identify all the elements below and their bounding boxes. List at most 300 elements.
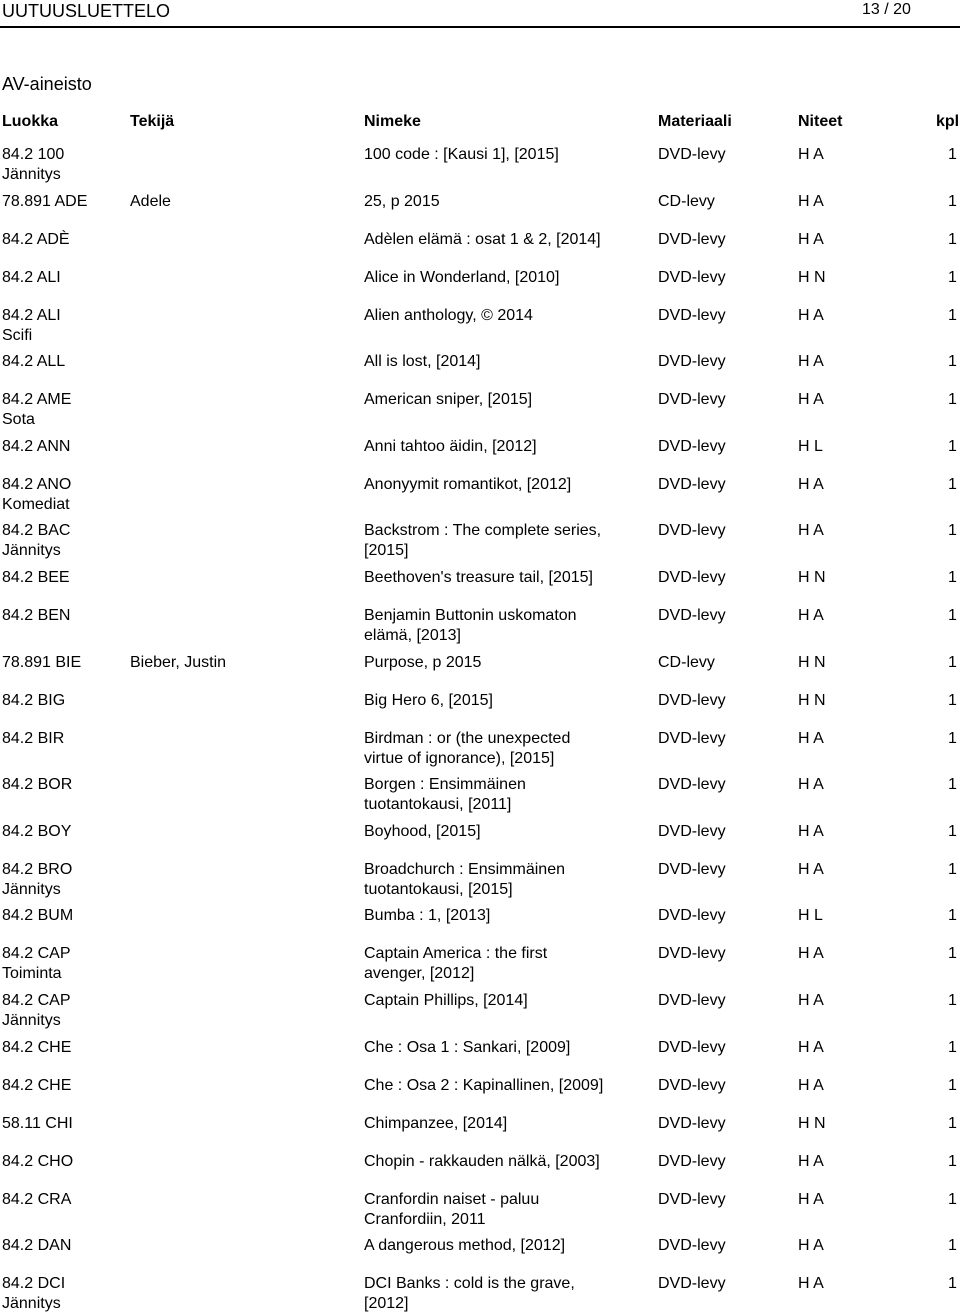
row-title-text: Captain America : the first (364, 945, 548, 962)
row-material (658, 606, 793, 626)
row-kpl (948, 268, 960, 288)
row-kpl (948, 521, 960, 541)
row-class-text: 84.2 BOY (2, 823, 72, 840)
row-title-text: Cranfordin naiset - paluu (364, 1191, 540, 1208)
table-row (0, 568, 960, 608)
row-copies-text: H A (798, 231, 824, 248)
row-title-text: Che : Osa 1 : Sankari, [2009] (364, 1039, 571, 1056)
row-title-text: All is lost, [2014] (364, 353, 481, 370)
row-kpl (948, 1114, 960, 1134)
row-material-text: DVD-levy (658, 269, 726, 286)
row-copies-text: H A (798, 1275, 824, 1292)
row-title-text: elämä, [2013] (364, 627, 461, 644)
table-row (0, 1274, 960, 1314)
row-class (2, 192, 127, 212)
row-copies (798, 1038, 898, 1058)
row-copies (798, 606, 898, 626)
row-class (2, 906, 127, 926)
row-copies (798, 352, 898, 372)
row-material (658, 352, 793, 372)
row-kpl (948, 475, 960, 495)
row-kpl-text: 1 (948, 1153, 957, 1170)
row-title-text: Alien anthology, © 2014 (364, 307, 533, 324)
row-material (658, 1152, 793, 1172)
row-title-text: Purpose, p 2015 (364, 654, 482, 671)
row-copies (798, 1236, 898, 1256)
row-class (2, 1038, 127, 1058)
row-title-text: virtue of ignorance), [2015] (364, 750, 555, 767)
row-material (658, 822, 793, 842)
row-title (364, 775, 654, 815)
row-material-text: DVD-levy (658, 1191, 726, 1208)
row-copies (798, 192, 898, 212)
row-class-text: Toiminta (2, 965, 62, 982)
row-kpl (948, 1236, 960, 1256)
row-copies (798, 521, 898, 541)
row-material-text: DVD-levy (658, 569, 726, 586)
row-material-text: DVD-levy (658, 823, 726, 840)
row-class-text: Jännitys (2, 166, 61, 183)
row-copies-text: H A (798, 353, 824, 370)
row-title-text: [2012] (364, 1295, 409, 1312)
row-kpl (948, 352, 960, 372)
row-kpl-text: 1 (948, 476, 957, 493)
row-kpl (948, 944, 960, 964)
row-copies-text: H A (798, 776, 824, 793)
row-copies-text: H N (798, 269, 826, 286)
row-title-text: [2015] (364, 542, 409, 559)
row-kpl (948, 822, 960, 842)
row-kpl (948, 192, 960, 212)
row-class (2, 145, 127, 185)
row-material (658, 390, 793, 410)
row-title (364, 906, 654, 926)
table-row (0, 192, 960, 232)
row-kpl-text: 1 (948, 307, 957, 324)
row-title-text: Beethoven's treasure tail, [2015] (364, 569, 593, 586)
table-row (0, 390, 960, 430)
row-author-text: Adele (130, 193, 171, 210)
table-row (0, 230, 960, 270)
row-material (658, 691, 793, 711)
header-rule (0, 26, 960, 28)
row-author-text: Bieber, Justin (130, 654, 227, 671)
table-row (0, 475, 960, 515)
row-class-text: Sota (2, 411, 35, 428)
row-class-text: 84.2 CHE (2, 1039, 72, 1056)
row-copies (798, 860, 898, 880)
row-material (658, 268, 793, 288)
row-material (658, 1076, 793, 1096)
row-class-text: Scifi (2, 327, 33, 344)
row-copies (798, 822, 898, 842)
row-class (2, 230, 127, 250)
row-material (658, 944, 793, 964)
row-title-text: Boyhood, [2015] (364, 823, 481, 840)
row-class (2, 568, 127, 588)
row-material-text: DVD-levy (658, 146, 726, 163)
row-copies (798, 475, 898, 495)
row-kpl-text: 1 (948, 907, 957, 924)
row-copies-text: H A (798, 522, 824, 539)
row-material (658, 1274, 793, 1294)
row-title-text: Anni tahtoo äidin, [2012] (364, 438, 537, 455)
row-copies (798, 390, 898, 410)
table-row (0, 653, 960, 693)
row-title-text: Birdman : or (the unexpected (364, 730, 571, 747)
row-kpl-text: 1 (948, 569, 957, 586)
row-title-text: Adèlen elämä : osat 1 & 2, [2014] (364, 231, 601, 248)
row-material (658, 437, 793, 457)
row-copies (798, 437, 898, 457)
row-kpl-text: 1 (948, 522, 957, 539)
row-class-text: Jännitys (2, 1295, 61, 1312)
row-material (658, 1236, 793, 1256)
row-kpl (948, 1038, 960, 1058)
row-copies-text: H A (798, 391, 824, 408)
row-copies-text: H A (798, 861, 824, 878)
row-class-text: 84.2 BEN (2, 607, 71, 624)
row-class (2, 1274, 127, 1314)
row-material (658, 145, 793, 165)
row-copies-text: H N (798, 692, 826, 709)
row-copies-text: H A (798, 730, 824, 747)
row-class (2, 1076, 127, 1096)
row-class-text: 84.2 ADÈ (2, 231, 70, 248)
table-row (0, 1076, 960, 1116)
row-material (658, 991, 793, 1011)
table-row (0, 775, 960, 815)
row-class-text: 84.2 ANN (2, 438, 71, 455)
row-kpl (948, 1274, 960, 1294)
row-title-text: tuotantokausi, [2015] (364, 881, 513, 898)
row-class-text: 84.2 100 (2, 146, 65, 163)
row-kpl-text: 1 (948, 1077, 957, 1094)
row-material-text: DVD-levy (658, 945, 726, 962)
row-class (2, 352, 127, 372)
row-class (2, 991, 127, 1031)
table-row (0, 1236, 960, 1276)
row-kpl-text: 1 (948, 1115, 957, 1132)
row-material-text: DVD-levy (658, 1039, 726, 1056)
row-copies-text: H A (798, 1237, 824, 1254)
row-class (2, 944, 127, 984)
table-row (0, 691, 960, 731)
row-class-text: 84.2 ALI (2, 269, 61, 286)
row-class-text: 84.2 BIR (2, 730, 65, 747)
table-row (0, 437, 960, 477)
row-class (2, 475, 127, 515)
row-kpl-text: 1 (948, 193, 957, 210)
row-title (364, 822, 654, 842)
row-title (364, 606, 654, 646)
row-copies-text: H N (798, 654, 826, 671)
row-class-text: 84.2 ANO (2, 476, 72, 493)
row-copies (798, 1076, 898, 1096)
row-copies-text: H A (798, 823, 824, 840)
row-kpl (948, 906, 960, 926)
table-row (0, 1038, 960, 1078)
row-material (658, 775, 793, 795)
row-title-text: American sniper, [2015] (364, 391, 533, 408)
row-copies (798, 775, 898, 795)
row-author (130, 653, 360, 673)
row-material-text: DVD-levy (658, 476, 726, 493)
row-copies (798, 306, 898, 326)
row-material-text: DVD-levy (658, 776, 726, 793)
row-copies (798, 145, 898, 165)
row-kpl-text: 1 (948, 146, 957, 163)
page-number: 13 / 20 (862, 1, 911, 18)
row-kpl-text: 1 (948, 1275, 957, 1292)
row-title-text: Backstrom : The complete series, (364, 522, 602, 539)
row-kpl (948, 390, 960, 410)
row-copies-text: H A (798, 1039, 824, 1056)
row-material-text: DVD-levy (658, 907, 726, 924)
row-title (364, 390, 654, 410)
row-copies-text: H A (798, 607, 824, 624)
row-copies-text: H A (798, 146, 824, 163)
row-title-text: DCI Banks : cold is the grave, (364, 1275, 575, 1292)
row-title-text: Benjamin Buttonin uskomaton (364, 607, 577, 624)
row-class (2, 390, 127, 430)
row-class (2, 437, 127, 457)
row-material (658, 521, 793, 541)
row-title-text: Bumba : 1, [2013] (364, 907, 491, 924)
table-row (0, 145, 960, 185)
row-copies (798, 1114, 898, 1134)
row-copies-text: H L (798, 438, 823, 455)
row-kpl (948, 729, 960, 749)
row-material (658, 860, 793, 880)
row-kpl-text: 1 (948, 776, 957, 793)
table-row (0, 1114, 960, 1154)
row-kpl-text: 1 (948, 353, 957, 370)
row-material-text: DVD-levy (658, 692, 726, 709)
row-material-text: DVD-levy (658, 607, 726, 624)
row-class-text: 84.2 ALI (2, 307, 61, 324)
row-material (658, 906, 793, 926)
row-title (364, 991, 654, 1011)
row-kpl (948, 1076, 960, 1096)
row-class-text: 84.2 CAP (2, 945, 71, 962)
row-kpl (948, 653, 960, 673)
col-class-header: Luokka (2, 113, 59, 130)
row-copies (798, 568, 898, 588)
row-class-text: 84.2 CAP (2, 992, 71, 1009)
row-class-text: 84.2 BEE (2, 569, 70, 586)
row-kpl (948, 1190, 960, 1210)
row-material-text: DVD-levy (658, 231, 726, 248)
row-material (658, 1190, 793, 1210)
row-class (2, 606, 127, 626)
row-title (364, 1114, 654, 1134)
row-class-text: 84.2 CHO (2, 1153, 74, 1170)
row-copies-text: H A (798, 307, 824, 324)
row-class-text: 78.891 ADE (2, 193, 88, 210)
table-row (0, 1190, 960, 1230)
row-title-text: Broadchurch : Ensimmäinen (364, 861, 565, 878)
row-title-text: avenger, [2012] (364, 965, 475, 982)
row-class-text: 84.2 ALL (2, 353, 66, 370)
table-row (0, 306, 960, 346)
row-material-text: DVD-levy (658, 438, 726, 455)
section-heading: AV-aineisto (2, 74, 92, 94)
row-class-text: 84.2 CHE (2, 1077, 72, 1094)
row-kpl-text: 1 (948, 1039, 957, 1056)
row-material (658, 568, 793, 588)
row-class (2, 860, 127, 900)
row-class (2, 775, 127, 795)
table-row (0, 906, 960, 946)
row-material (658, 306, 793, 326)
table-row (0, 268, 960, 308)
table-row (0, 860, 960, 900)
row-class-text: 58.11 CHI (2, 1115, 73, 1132)
row-material-text: DVD-levy (658, 1077, 726, 1094)
row-copies (798, 906, 898, 926)
row-title (364, 1038, 654, 1058)
row-class (2, 521, 127, 561)
row-copies-text: H A (798, 945, 824, 962)
row-copies (798, 1152, 898, 1172)
row-copies-text: H L (798, 907, 823, 924)
row-title-text: Chimpanzee, [2014] (364, 1115, 508, 1132)
row-kpl-text: 1 (948, 607, 957, 624)
row-material-text: DVD-levy (658, 307, 726, 324)
row-class-text: 84.2 AME (2, 391, 72, 408)
row-class-text: Jännitys (2, 542, 61, 559)
row-kpl (948, 230, 960, 250)
row-copies (798, 1274, 898, 1294)
row-class (2, 1236, 127, 1256)
row-class (2, 1190, 127, 1210)
row-title (364, 1152, 654, 1172)
row-title-text: tuotantokausi, [2011] (364, 796, 512, 813)
row-title-text: Chopin - rakkauden nälkä, [2003] (364, 1153, 600, 1170)
row-title (364, 1274, 654, 1314)
row-material-text: DVD-levy (658, 522, 726, 539)
row-class (2, 306, 127, 346)
row-copies (798, 653, 898, 673)
table-row (0, 521, 960, 561)
row-material (658, 1038, 793, 1058)
row-title (364, 653, 654, 673)
row-kpl-text: 1 (948, 391, 957, 408)
row-title (364, 691, 654, 711)
row-kpl (948, 437, 960, 457)
row-kpl-text: 1 (948, 692, 957, 709)
row-class-text: Jännitys (2, 881, 61, 898)
row-copies (798, 991, 898, 1011)
row-kpl-text: 1 (948, 231, 957, 248)
row-title (364, 1236, 654, 1256)
col-author-header: Tekijä (130, 113, 175, 130)
row-material-text: DVD-levy (658, 861, 726, 878)
row-kpl-text: 1 (948, 1191, 957, 1208)
row-material (658, 475, 793, 495)
row-kpl (948, 306, 960, 326)
row-title-text: Anonyymit romantikot, [2012] (364, 476, 572, 493)
table-row (0, 822, 960, 862)
row-copies (798, 944, 898, 964)
row-class (2, 653, 127, 673)
row-title-text: Big Hero 6, [2015] (364, 692, 493, 709)
row-title (364, 306, 654, 326)
row-class-text: Jännitys (2, 1012, 61, 1029)
row-kpl (948, 860, 960, 880)
row-material-text: DVD-levy (658, 1153, 726, 1170)
row-copies-text: H A (798, 476, 824, 493)
row-copies-text: H A (798, 1191, 824, 1208)
col-title-header: Nimeke (364, 113, 421, 130)
row-title (364, 475, 654, 495)
row-material (658, 1114, 793, 1134)
row-title (364, 352, 654, 372)
row-kpl-text: 1 (948, 730, 957, 747)
row-kpl (948, 568, 960, 588)
row-kpl (948, 991, 960, 1011)
row-kpl-text: 1 (948, 992, 957, 1009)
row-class (2, 1152, 127, 1172)
col-kpl-header: kpl (936, 113, 960, 130)
row-class (2, 1114, 127, 1134)
row-class-text: Komediat (2, 496, 70, 513)
row-kpl-text: 1 (948, 269, 957, 286)
row-title-text: Cranfordiin, 2011 (364, 1211, 486, 1228)
row-class-text: 84.2 CRA (2, 1191, 72, 1208)
catalog-title: UUTUUSLUETTELO (2, 1, 171, 21)
row-title (364, 1076, 654, 1096)
row-class (2, 691, 127, 711)
row-material-text: DVD-levy (658, 730, 726, 747)
row-material-text: DVD-levy (658, 1115, 726, 1132)
row-kpl-text: 1 (948, 823, 957, 840)
row-title-text: A dangerous method, [2012] (364, 1237, 566, 1254)
row-material (658, 192, 793, 212)
row-kpl-text: 1 (948, 945, 957, 962)
table-row (0, 991, 960, 1031)
row-kpl (948, 606, 960, 626)
row-title (364, 230, 654, 250)
row-material-text: DVD-levy (658, 992, 726, 1009)
row-title (364, 729, 654, 769)
row-copies-text: H N (798, 569, 826, 586)
row-material-text: DVD-levy (658, 1237, 726, 1254)
row-kpl-text: 1 (948, 654, 957, 671)
row-kpl-text: 1 (948, 438, 957, 455)
row-copies (798, 268, 898, 288)
row-kpl-text: 1 (948, 861, 957, 878)
row-author (130, 192, 360, 212)
row-class-text: 84.2 BRO (2, 861, 73, 878)
table-row (0, 1152, 960, 1192)
row-class (2, 729, 127, 749)
row-title-text: Captain Phillips, [2014] (364, 992, 528, 1009)
row-copies-text: H A (798, 992, 824, 1009)
row-class (2, 268, 127, 288)
col-material-header: Materiaali (658, 113, 732, 130)
row-copies-text: H A (798, 193, 824, 210)
row-title (364, 145, 654, 165)
row-material (658, 729, 793, 749)
row-class-text: 84.2 BAC (2, 522, 71, 539)
row-kpl (948, 1152, 960, 1172)
row-class-text: 84.2 DAN (2, 1237, 72, 1254)
row-class-text: 84.2 BUM (2, 907, 74, 924)
row-copies (798, 691, 898, 711)
row-title (364, 860, 654, 900)
